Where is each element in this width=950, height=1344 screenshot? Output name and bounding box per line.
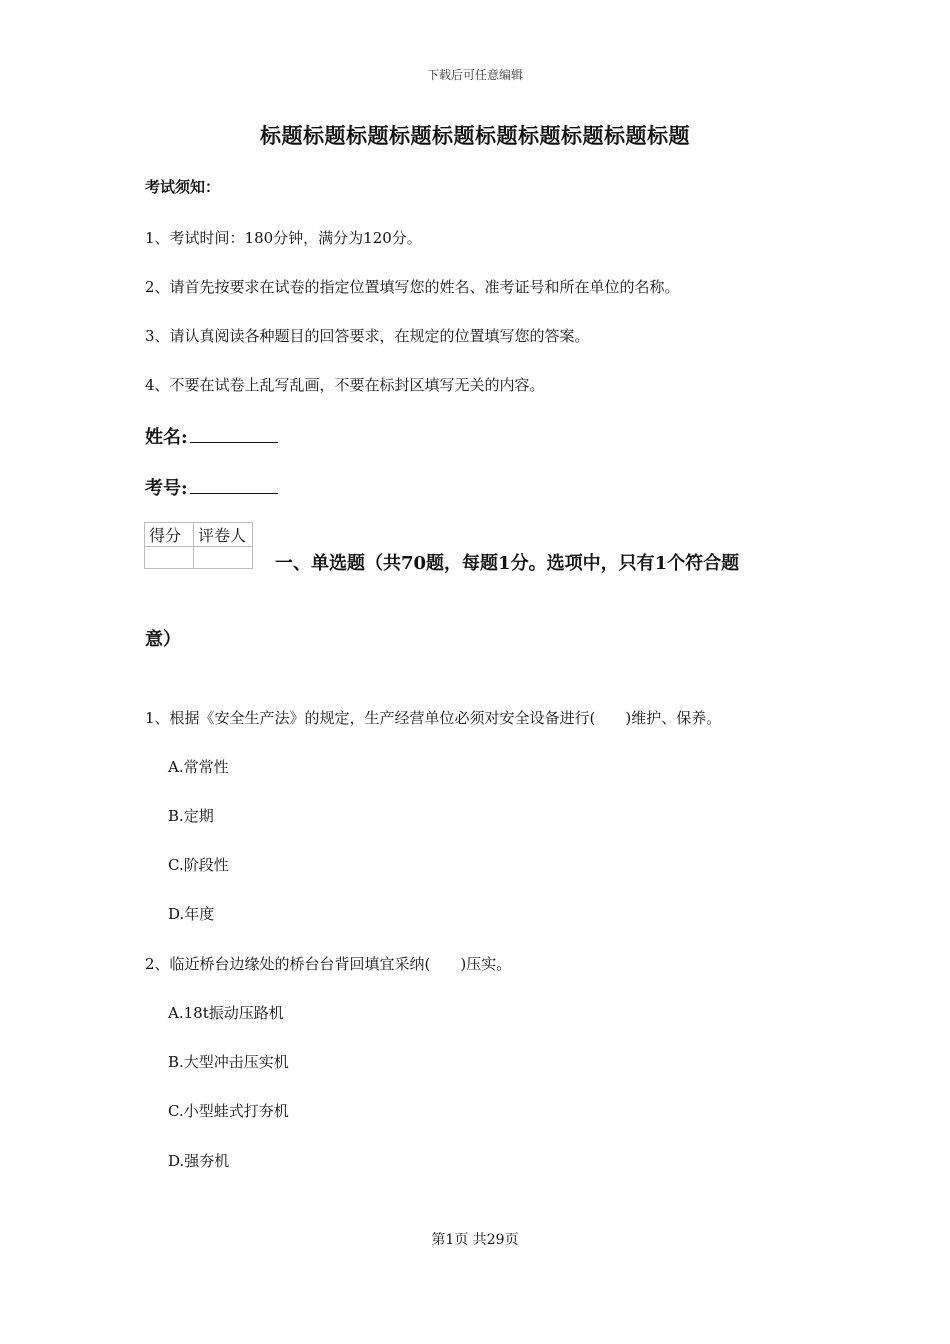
- score-table: [144, 522, 253, 569]
- section-title: 一、单选题（共70题，每题1分。选项中，只有1个符合题: [275, 553, 740, 574]
- question-1-option-d: D.年度: [168, 905, 215, 923]
- exam-id-label: 考号:: [145, 478, 188, 499]
- notice-item: 1、考试时间：180分钟，满分为120分。: [145, 229, 422, 247]
- question-1-option-b: B.定期: [168, 807, 214, 825]
- score-cell[interactable]: [145, 547, 194, 569]
- score-table-entry-row: [145, 547, 253, 569]
- question-2-option-b: B.大型冲击压实机: [168, 1053, 289, 1071]
- question-1-option-c: C.阶段性: [168, 856, 229, 874]
- grader-header: 评卷人: [194, 523, 253, 547]
- page-footer: 第1页 共29页: [431, 1232, 519, 1248]
- exam-id-field: [145, 474, 278, 500]
- name-field: [145, 423, 278, 449]
- notice-item: 4、不要在试卷上乱写乱画，不要在标封区填写无关的内容。: [145, 376, 545, 394]
- notice-heading: 考试须知：: [145, 178, 221, 196]
- notice-item: 2、请首先按要求在试卷的指定位置填写您的姓名、准考证号和所在单位的名称。: [145, 278, 680, 296]
- notice-item: 3、请认真阅读各种题目的回答要求，在规定的位置填写您的答案。: [145, 327, 590, 345]
- question-1-option-a: A.常常性: [168, 758, 229, 776]
- question-2-option-d: D.强夯机: [168, 1152, 230, 1170]
- score-table-header-row: [145, 523, 253, 547]
- question-2-option-a: A.18t振动压路机: [168, 1004, 284, 1022]
- document-title: 标题标题标题标题标题标题标题标题标题标题: [260, 123, 690, 148]
- section-title-continued: 意）: [145, 629, 181, 650]
- question-1: 1、根据《安全生产法》的规定，生产经营单位必须对安全设备进行( )维护、保养。: [145, 709, 722, 727]
- exam-id-blank[interactable]: [190, 475, 278, 494]
- question-2: 2、临近桥台边缘处的桥台台背回填宜采纳( )压实。: [145, 955, 512, 973]
- name-blank[interactable]: [190, 424, 278, 443]
- question-2-option-c: C.小型蛙式打夯机: [168, 1102, 289, 1120]
- header-note: 下载后可任意编辑: [426, 68, 523, 82]
- grader-cell[interactable]: [194, 547, 253, 569]
- score-header: 得分: [145, 523, 194, 547]
- name-label: 姓名:: [145, 427, 188, 448]
